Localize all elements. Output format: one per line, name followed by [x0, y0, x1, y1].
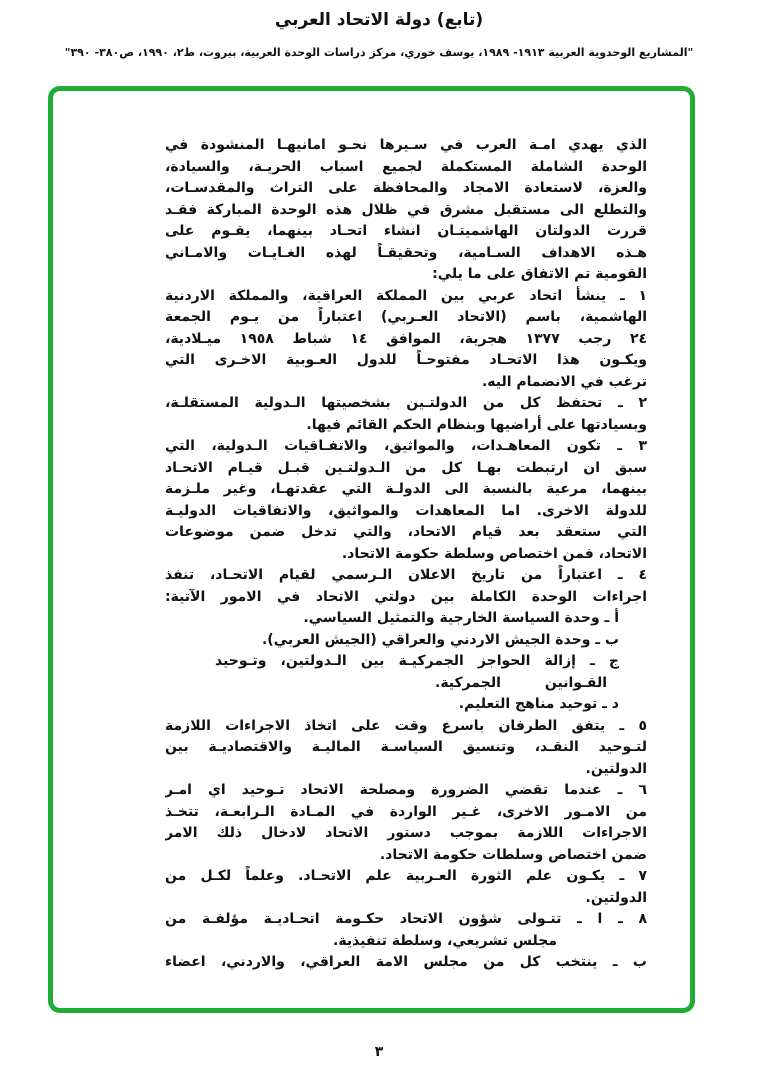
text-line: ب ـ وحدة الجيش الاردني والعراقي (الجيش العربي). [261, 631, 619, 648]
text-line: وبسيادتها على أراضيها وبنظام الحكم القائم فيها. [306, 416, 647, 433]
text-line: الهاشمية، باسم (الاتحاد العـربي) اعتباراً من يـوم الجمعة [165, 309, 647, 325]
text-line: الوحدة الشاملة المستكملة لجميع اسباب الحريـة، والسيادة، [165, 158, 647, 175]
text-line: قررت الدولتان الهاشميتـان انشاء اتحـاد بينهما، يقـوم على [165, 223, 647, 239]
text-line: ٣ ـ تكون المعاهـدات، والمواثيق، والاتفـاقيات الـدولية، التي [165, 438, 647, 454]
text-line: ٢٤ رجب ١٣٧٧ هجرية، الموافق ١٤ شباط ١٩٥٨ ميـلادية، [165, 330, 647, 347]
page-number: ٣ [374, 1044, 384, 1060]
text-line: اجراءات الوحدة الكاملة بين دولتي الاتحاد في الامور الآتية: [165, 588, 647, 605]
text-line: ويكـون هذا الاتحـاد مفتوحـاً للدول العـوبية الاخـرى التي [165, 352, 647, 368]
green-border-frame [48, 86, 695, 1013]
text-line: القومية تم الاتفاق على ما يلي: [432, 266, 647, 282]
text-line: ٧ ـ يكـون علم الثورة العـربية علم الاتحـاد. وعلماً لكـل من [165, 868, 647, 884]
text-line: الدولتين. [585, 760, 647, 777]
text-line: ج ـ إزالة الحواجز الجمركيـة بين الـدولتين، وتـوحيد [215, 653, 619, 669]
text-line: ب ـ ينتخب كل من مجلس الامة العراقي، والاردني، اعضاء [165, 954, 647, 970]
text-line: ترغب في الانضمام اليه. [481, 373, 647, 390]
text-line: للدولة الاخرى. اما المعاهدات والمواثيق، والاتفاقيات الدوليـة [165, 502, 647, 519]
text-line: بينهما، مرعية بالنسبة الى الدولـة التي عقدتهـا، وغير ملـزمة [165, 481, 647, 497]
text-line: ٤ ـ اعتباراً من تاريخ الاعلان الـرسمي لقيام الاتحـاد، تنفذ [165, 567, 647, 583]
text-line: والتطلع الى مستقبل مشرق في ظلال هذه الوحدة المباركة فقـد [165, 201, 647, 218]
text-line: ضمن اختصاص وسلطات حكومة الاتحاد. [379, 846, 647, 863]
text-line: الاتحاد، فمن اختصاص وسلطة حكومة الاتحاد. [341, 545, 647, 562]
text-line: ٦ ـ عندما تقضي الضرورة ومصلحة الاتحاد تـوحيد اي امـر [165, 782, 647, 798]
text-line: د ـ توحيد مناهج التعليم. [458, 696, 619, 712]
text-line: أ ـ وحدة السياسة الخارجية والتمثيل السياسي. [303, 610, 619, 626]
text-line: مجلس تشريعي، وسلطة تنفيذية. [333, 932, 557, 949]
text-line: القـوانين الجمركية. [435, 674, 607, 691]
text-line: الاجراءات اللازمة بموجب دستور الاتحاد لادخال ذلك الامر [165, 825, 647, 841]
source-citation: "المشاريع الوحدوية العربية ١٩١٣- ١٩٨٩، يوسف خوري، مركز دراسات الوحدة العربية، بيروت، ط٢، ١٩٩٠، ص٣٨٠- ٣٩٠" [64, 46, 694, 59]
text-line: والعزة، لاستعادة الامجاد والمحافظة على التراث والمقدسـات، [165, 180, 647, 196]
text-line: من الامـور الاخرى، غـير الواردة في المـادة الـرابعـة، تتخـذ [165, 803, 647, 820]
text-line: الذي يهدي امـة العرب في سـيرها نحـو امانيهـا المنشودة في [165, 137, 647, 153]
text-line: هـذه الاهداف السـامية، وتحقيقـاً لهذه الغـايـات والامـاني [165, 244, 647, 261]
text-line: ٢ ـ تحتفظ كل من الدولتـين بشخصيتها الـدولية المستقلـة، [165, 395, 647, 411]
text-line: سبق ان ارتبطت بهـا كل من الـدولتـين قبـل قيـام الاتحـاد [165, 459, 647, 476]
text-line: ٨ ـ ا ـ تتـولى شؤون الاتحاد حكـومة اتحـاديـة مؤلفـة من [165, 911, 647, 927]
text-body [165, 135, 647, 974]
text-line: لتـوحيد النقـد، وتنسيق السياسـة الماليـة والاقتصاديـة بين [165, 739, 647, 755]
text-line: الدولتين. [585, 889, 647, 906]
text-line: ٥ ـ يتفق الطرفان باسرع وقت على اتخاذ الاجراءات اللازمة [165, 717, 647, 734]
text-line: التي ستعقد بعد قيام الاتحاد، والتي تدخل ضمن موضوعات [165, 524, 647, 540]
document-title: (تابع) دولة الاتحاد العربي [274, 10, 484, 30]
text-line: ١ ـ ينشأ اتحاد عربي بين المملكة العراقية، والمملكة الاردنية [165, 287, 647, 304]
